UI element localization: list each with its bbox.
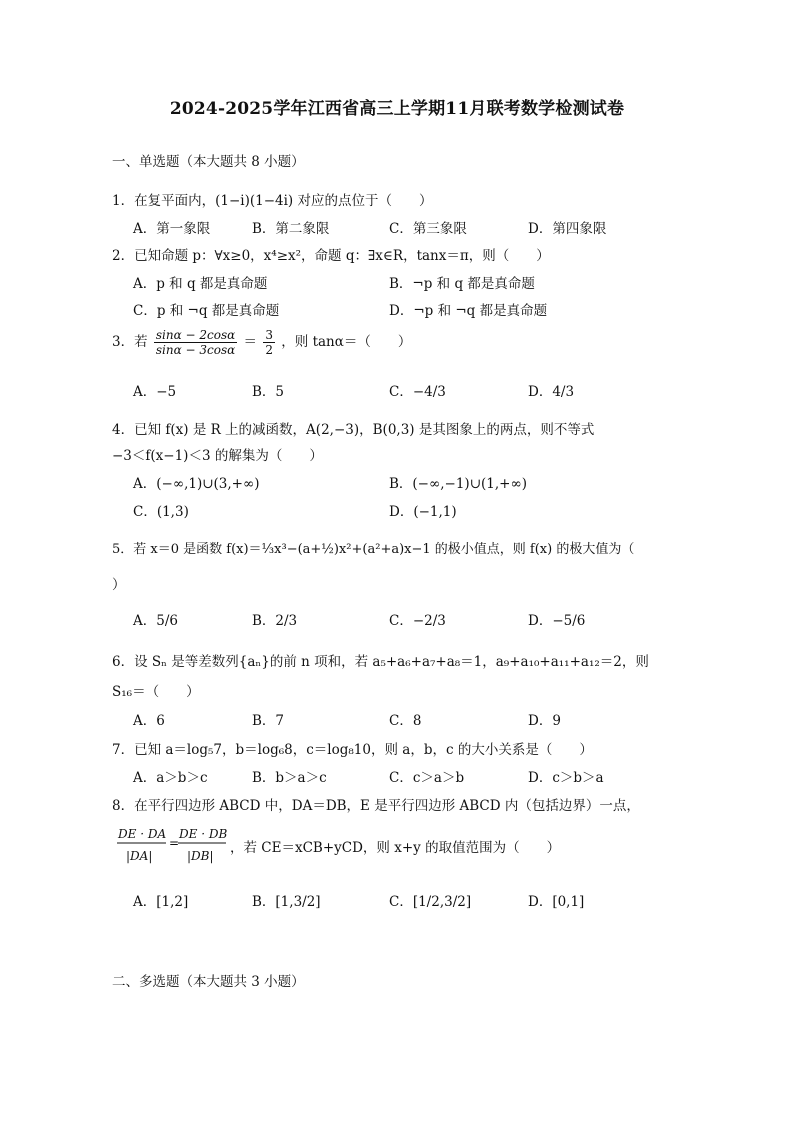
- q6-option-b: B．7: [252, 713, 285, 729]
- q3-ratio-den: 2: [265, 343, 273, 357]
- question-1-stem: 1．在复平面内，(1−i)(1−4i) 对应的点位于（ ）: [112, 193, 433, 209]
- q3-option-a: A．−5: [133, 384, 177, 400]
- q8-option-b: B．[1,3/2]: [252, 894, 321, 910]
- q5-option-a: A．5/6: [133, 613, 178, 629]
- q8-option-d: D．[0,1]: [528, 894, 585, 910]
- q3-option-c: C．−4/3: [389, 384, 446, 400]
- q4-option-c: C．(1,3): [133, 504, 189, 520]
- q7-option-b: B．b＞a＞c: [252, 770, 327, 786]
- q7-option-d: D．c＞b＞a: [528, 770, 604, 786]
- question-6-line-2: S₁₆＝（ ）: [112, 684, 200, 700]
- section-heading-single-choice: 一、单选题（本大题共 8 小题）: [112, 154, 305, 170]
- q3-option-b: B．5: [252, 384, 285, 400]
- q6-option-d: D．9: [528, 713, 561, 729]
- svg-text:DE · DB: DE · DB: [179, 827, 228, 841]
- question-5-line-2: ）: [112, 577, 126, 593]
- q3-prefix: 3．若: [112, 334, 148, 350]
- question-5-line-1: 5．若 x＝0 是函数 f(x)＝⅓x³−(a+½)x²+(a²+a)x−1 的极小值点，则 f(x) 的极大值为（: [112, 542, 635, 557]
- q3-equals: ＝: [243, 334, 258, 350]
- q8-option-c: C．[1/2,3/2]: [389, 894, 472, 910]
- q2-option-b: B．¬p 和 q 都是真命题: [389, 276, 535, 292]
- q6-option-c: C．8: [389, 713, 422, 729]
- q4-option-d: D．(−1,1): [389, 504, 457, 520]
- question-7-stem: 7．已知 a＝log₅7，b＝log₆8，c＝log₈10，则 a，b，c 的大小关系是（ ）: [112, 742, 593, 758]
- question-3-stem: [112, 328, 411, 357]
- q2-option-d: D．¬p 和 ¬q 都是真命题: [389, 303, 548, 319]
- q7-option-a: A．a＞b＞c: [133, 770, 208, 786]
- q5-option-b: B．2/3: [252, 613, 298, 629]
- q3-numerator: sinα − 2cosα: [155, 328, 236, 342]
- q2-option-c: C．p 和 ¬q 都是真命题: [133, 303, 280, 319]
- question-6-line-1: 6．设 Sₙ 是等差数列{aₙ}的前 n 项和，若 a₅+a₆+a₇+a₈＝1，a₉+a₁₀+a₁₁+a₁₂＝2，则: [112, 654, 649, 670]
- q1-option-a: A．第一象限: [133, 221, 211, 237]
- q3-denominator: sinα − 3cosα: [155, 343, 236, 357]
- q3-suffix: ，则 tanα＝（ ）: [281, 334, 412, 350]
- q8-option-a: A．[1,2]: [133, 894, 189, 910]
- question-4-line-2: −3＜f(x−1)＜3 的解集为（ ）: [112, 448, 323, 464]
- q4-option-b: B．(−∞,−1)∪(1,+∞): [389, 476, 527, 492]
- q3-ratio: [263, 328, 275, 357]
- q4-option-a: A．(−∞,1)∪(3,+∞): [133, 476, 260, 492]
- q1-option-c: C．第三象限: [389, 221, 467, 237]
- q3-ratio-num: 3: [265, 328, 273, 342]
- q8-vector-fractions: [116, 822, 228, 868]
- q7-option-c: C．c＞a＞b: [389, 770, 465, 786]
- q1-option-b: B．第二象限: [252, 221, 330, 237]
- question-8-line-2: ，若 CE＝xCB+yCD，则 x+y 的取值范围为（ ）: [230, 840, 561, 856]
- svg-text:|DA|: |DA|: [126, 849, 153, 863]
- q6-option-a: A．6: [133, 713, 165, 729]
- q5-option-d: D．−5/6: [528, 613, 586, 629]
- page-title: 2024-2025学年江西省高三上学期11月联考数学检测试卷: [169, 99, 625, 119]
- svg-text:DE · DA: DE · DA: [118, 827, 167, 841]
- q5-option-c: C．−2/3: [389, 613, 446, 629]
- section-heading-multiple-choice: 二、多选题（本大题共 3 小题）: [112, 974, 305, 990]
- svg-text:|DB|: |DB|: [187, 849, 214, 863]
- q8-vector-equation: [116, 822, 228, 872]
- question-4-line-1: 4．已知 f(x) 是 R 上的减函数，A(2,−3)，B(0,3) 是其图象上的两点，则不等式: [112, 422, 595, 438]
- question-8-line-1: 8．在平行四边形 ABCD 中，DA＝DB，E 是平行四边形 ABCD 内（包括边界）一点，: [112, 798, 640, 814]
- q3-option-d: D．4/3: [528, 384, 575, 400]
- q2-option-a: A．p 和 q 都是真命题: [133, 276, 268, 292]
- question-2-stem: 2．已知命题 p：∀x≥0，x⁴≥x²，命题 q：∃x∈R，tanx＝π，则（ ）: [112, 248, 550, 264]
- q1-option-d: D．第四象限: [528, 221, 607, 237]
- svg-text:=: =: [169, 836, 180, 850]
- q3-fraction: [154, 328, 237, 357]
